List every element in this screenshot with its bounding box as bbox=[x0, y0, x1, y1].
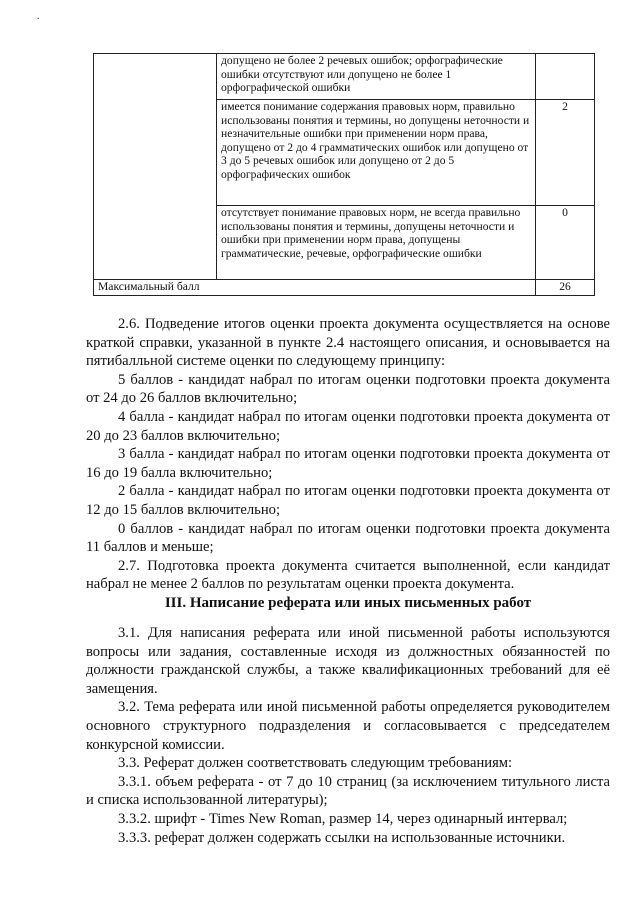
paragraph: 5 баллов - кандидат набрал по итогам оценки подготовки проекта документа от 24 до 26 баллов включительно; bbox=[86, 371, 610, 407]
paragraph: 2.6. Подведение итогов оценки проекта документа осуществляется на основе краткой справки, указанной в пункте 2.4 настоящего описания, и основывается на пятибалльной системе оценки по следующему принципу: bbox=[86, 316, 610, 370]
table-total-row bbox=[94, 280, 595, 296]
score-cell: 2 bbox=[536, 100, 595, 206]
total-score: 26 bbox=[536, 280, 595, 296]
score-cell: 0 bbox=[536, 206, 595, 280]
paragraph: 3.3. Реферат должен соответствовать следующим требованиям: bbox=[118, 755, 513, 772]
paragraph: 3.3.3. реферат должен содержать ссылки на использованные источники. bbox=[118, 829, 566, 846]
criterion-cell bbox=[94, 54, 217, 280]
paragraph: 3.1. Для написания реферата или иной письменной работы используются вопросы или задания, составленные исходя из должностных обязанностей по должности гражданской службы, а также квалификационных требований для её замещения. bbox=[86, 625, 610, 697]
section-3-text bbox=[86, 624, 610, 847]
paragraph: 2 балла - кандидат набрал по итогам оценки подготовки проекта документа от 12 до 15 баллов включительно; bbox=[86, 483, 610, 518]
grading-table bbox=[93, 53, 595, 296]
paragraph: 3 балла - кандидат набрал по итогам оценки подготовки проекта документа от 16 до 19 балла включительно; bbox=[86, 446, 610, 481]
paragraph: 4 балла - кандидат набрал по итогам оценки подготовки проекта документа от 20 до 23 баллов включительно; bbox=[86, 408, 610, 444]
description-cell: допущено не более 2 речевых ошибок; орфографические ошибки отсутствуют или допущено не более 1 орфографической ошибки bbox=[217, 54, 536, 100]
paragraph: 2.7. Подготовка проекта документа считается выполненной, если кандидат набрал не менее 2 баллов по результатам оценки проекта документа. bbox=[86, 557, 610, 593]
section-3-heading: III. Написание реферата или иных письменных работ bbox=[164, 595, 532, 611]
table-row bbox=[94, 54, 595, 100]
description-cell: отсутствует понимание правовых норм, не всегда правильно использованы понятия и термины, допущены неточности и ошибки при применении норм права, допущены грамматические, речевые, орфографические ошибки bbox=[217, 206, 536, 280]
paragraph: 3.2. Тема реферата или иной письменной работы определяется руководителем основного структурного подразделения и согласовывается с председателем конкурсной комиссии. bbox=[86, 699, 610, 753]
paragraph: 3.3.2. шрифт - Times New Roman, размер 14, через одинарный интервал; bbox=[118, 810, 568, 827]
score-cell bbox=[536, 54, 595, 100]
section-2-text bbox=[86, 315, 610, 594]
total-label: Максимальный балл bbox=[94, 280, 536, 296]
page-mark: . bbox=[37, 11, 40, 22]
paragraph: 3.3.1. объем реферата - от 7 до 10 страниц (за исключением титульного листа и списка использованной литературы); bbox=[86, 773, 610, 809]
description-cell: имеется понимание содержания правовых норм, правильно использованы понятия и термины, но допущены неточности и незначительные ошибки при применении норм права, допущено от 2 до 4 грамматических ошибок или допущено от 3 до 5 речевых ошибок или допущено от 2 до 5 орфографических ошибок bbox=[217, 100, 536, 206]
paragraph: 0 баллов - кандидат набрал по итогам оценки подготовки проекта документа 11 баллов и меньше; bbox=[86, 520, 610, 556]
